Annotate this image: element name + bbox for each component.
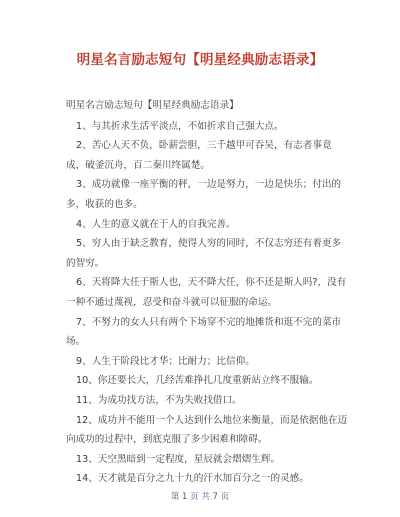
quote-item-5: 5、穷人由于缺乏教育，使得人穷的同时，不仅志穷还有着更多的智穷。 — [66, 238, 342, 269]
quote-item-2: 2、苦心人天不负，卧薪尝胆，三千越甲可吞吴，有志者事竟成，破釜沉舟，百二秦川终属楚。 — [66, 140, 332, 171]
quote-item-12: 12、成功并不能用一个人达到什么地位来衡量，而是依据他在迈向成功的过程中，到底克服了多少困难和障碍。 — [66, 414, 348, 446]
quote-item-11: 11、为成功找方法，不为失败找借口。 — [76, 394, 242, 406]
quote-item-13: 13、天空黑暗到一定程度，星辰就会熠熠生辉。 — [76, 453, 281, 465]
document-title: 明星名言励志短句【明星经典励志语录】 — [76, 52, 324, 68]
quote-item-1: 1、与其折求生活平淡点，不如折求自己强大点。 — [76, 120, 284, 132]
intro-line: 明星名言励志短句【明星经典励志语录】 — [66, 100, 239, 111]
quote-item-14: 14、天才就是百分之九十九的汗水加百分之一的灵感。 — [76, 473, 309, 485]
quote-item-10: 10、你还要长大，几经苦难挣扎几度重新站立终不服输。 — [76, 375, 319, 387]
quote-item-7: 7、不努力的女人只有两个下场穿不完的地摊货和逛不完的菜市场。 — [66, 316, 342, 348]
page-number: 第 1 页 共 7 页 — [170, 492, 230, 502]
quote-item-6: 6、天将降大任于斯人也，天不降大任，你不还是斯人吗?，没有一种不通过蔑视，忍受和奋斗就可以征服的命运。 — [66, 277, 347, 308]
document-body — [66, 96, 348, 489]
quote-item-9: 9、人生于阶段比才华；比耐力；比信仰。 — [76, 355, 255, 367]
quote-item-4: 4、人生的意义就在于人的自我完善。 — [76, 218, 236, 230]
quote-item-3: 3、成功就像一座平衡的秤，一边是努力，一边是快乐；付出的多，收获的也多。 — [66, 179, 342, 210]
